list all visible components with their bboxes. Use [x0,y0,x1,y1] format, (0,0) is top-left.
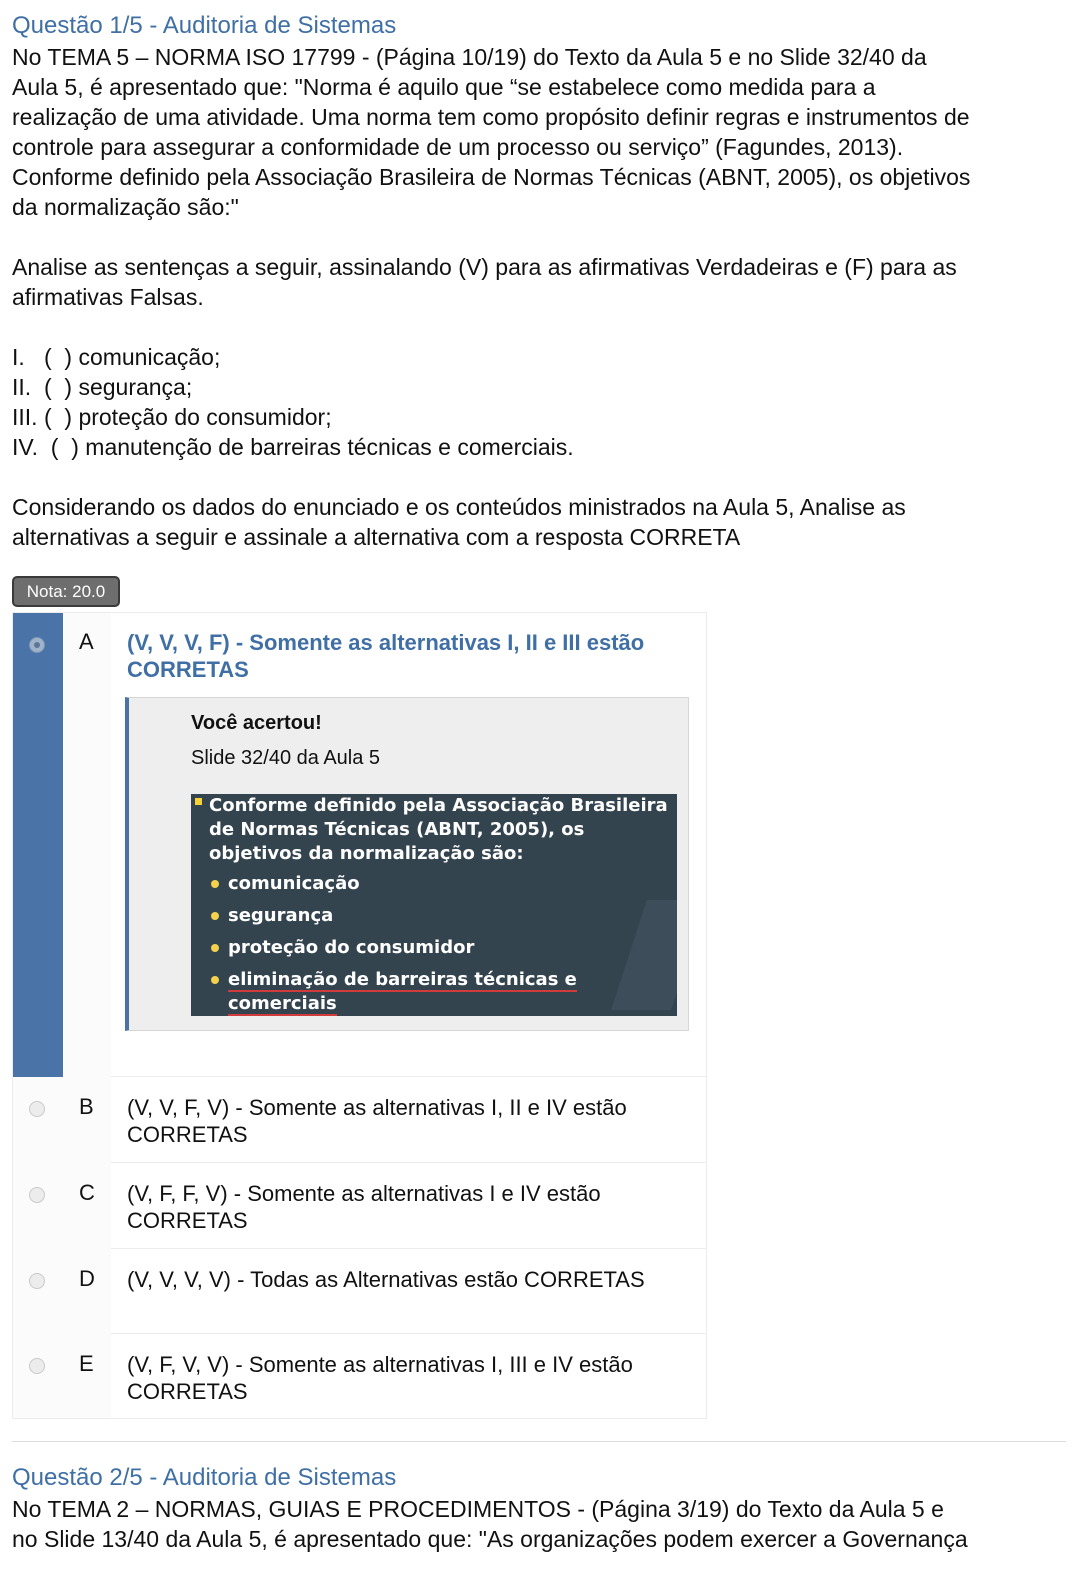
slide-bullet: proteção do consumidor [209,936,609,960]
square-bullet-icon [195,798,202,805]
option-letter: B [79,1094,94,1119]
closing-line: Considerando os dados do enunciado e os conteúdos ministrados na Aula 5, Analise as [12,494,906,520]
option-b[interactable] [13,1077,706,1163]
option-a-text: (V, V, V, F) - Somente as alternativas I, II e III estão CORRETAS [127,630,645,682]
selection-bar [13,613,63,1077]
slide-decoration [611,900,677,1010]
feedback-subtitle: Slide 32/40 da Aula 5 [191,747,381,769]
option-letter: C [79,1180,95,1205]
option-a-content [111,613,706,1077]
spellcheck-underlined-text: eliminação de barreiras técnicas e comerciais [228,969,577,1014]
option-b-text: (V, V, F, V) - Somente as alternativas I, II e IV estão CORRETAS [127,1095,627,1147]
question-2-body [12,1494,1072,1554]
answer-options [12,612,707,1419]
radio-b[interactable] [29,1101,45,1117]
option-e-text: (V, F, V, V) - Somente as alternativas I, III e IV estão CORRETAS [127,1352,633,1404]
option-d[interactable] [13,1249,706,1334]
closing-line: alternativas a seguir e assinale a alternativa com a resposta CORRETA [12,524,741,550]
statement-line: realização de uma atividade. Uma norma tem como propósito definir regras e instrumentos de [12,104,970,130]
radio-e[interactable] [29,1358,45,1374]
option-letter: D [79,1266,95,1291]
option-c[interactable] [13,1163,706,1249]
statement-item-1: I. ( ) comunicação; [12,344,221,370]
statement-item-3: III. ( ) proteção do consumidor; [12,404,332,430]
answer-feedback [125,697,689,1031]
slide-bullet [209,968,609,1016]
statement-line: no Slide 13/40 da Aula 5, é apresentado que: "As organizações podem exercer a Governança [12,1526,968,1552]
slide-bullet: segurança [209,904,609,928]
grade-badge: Nota: 20.0 [12,576,120,607]
instruction-line: Analise as sentenças a seguir, assinalando (V) para as afirmativas Verdadeiras e (F) para as [12,254,957,280]
option-c-text: (V, F, F, V) - Somente as alternativas I e IV estão CORRETAS [127,1181,601,1233]
statement-line: Aula 5, é apresentado que: "Norma é aquilo que “se estabelece como medida para a [12,74,876,100]
statement-line: No TEMA 5 – NORMA ISO 17799 - (Página 10/19) do Texto da Aula 5 e no Slide 32/40 da [12,44,927,70]
option-d-text: (V, V, V, V) - Todas as Alternativas estão CORRETAS [127,1267,645,1292]
option-b-content [111,1077,706,1163]
question-1-body [12,42,1072,552]
statement-line: Conforme definido pela Associação Brasileira de Normas Técnicas (ABNT, 2005), os objetivos [12,164,971,190]
question-1-title: Questão 1/5 - Auditoria de Sistemas [12,12,397,39]
statement-item-4: IV. ( ) manutenção de barreiras técnicas e comerciais. [12,434,574,460]
radio-d[interactable] [29,1273,45,1289]
statement-line: No TEMA 2 – NORMAS, GUIAS E PROCEDIMENTOS - (Página 3/19) do Texto da Aula 5 e [12,1496,944,1522]
radio-c[interactable] [29,1187,45,1203]
instruction-line: afirmativas Falsas. [12,284,204,310]
radio-column [13,1334,63,1418]
radio-column [13,1163,63,1249]
statement-item-2: II. ( ) segurança; [12,374,193,400]
statement-line: controle para assegurar a conformidade de um processo ou serviço” (Fagundes, 2013). [12,134,904,160]
option-e[interactable] [13,1334,706,1418]
feedback-title: Você acertou! [191,712,322,734]
slide-bullet: comunicação [209,872,609,896]
option-a[interactable] [13,613,706,1077]
radio-column [13,1249,63,1334]
slide-intro-text: Conforme definido pela Associação Brasileira de Normas Técnicas (ABNT, 2005), os objetivos da normalização são: [209,795,668,864]
slide-bullet-list [209,872,609,1016]
option-e-content [111,1334,706,1418]
option-letter: E [79,1351,94,1376]
option-letter: A [79,629,94,654]
radio-column [13,1077,63,1163]
option-c-content [111,1163,706,1249]
slide-image [191,794,677,1016]
question-2-title: Questão 2/5 - Auditoria de Sistemas [12,1464,397,1491]
statement-line: da normalização são:" [12,194,239,220]
question-divider [12,1441,1066,1442]
radio-a[interactable] [29,637,45,653]
option-d-content [111,1249,706,1334]
